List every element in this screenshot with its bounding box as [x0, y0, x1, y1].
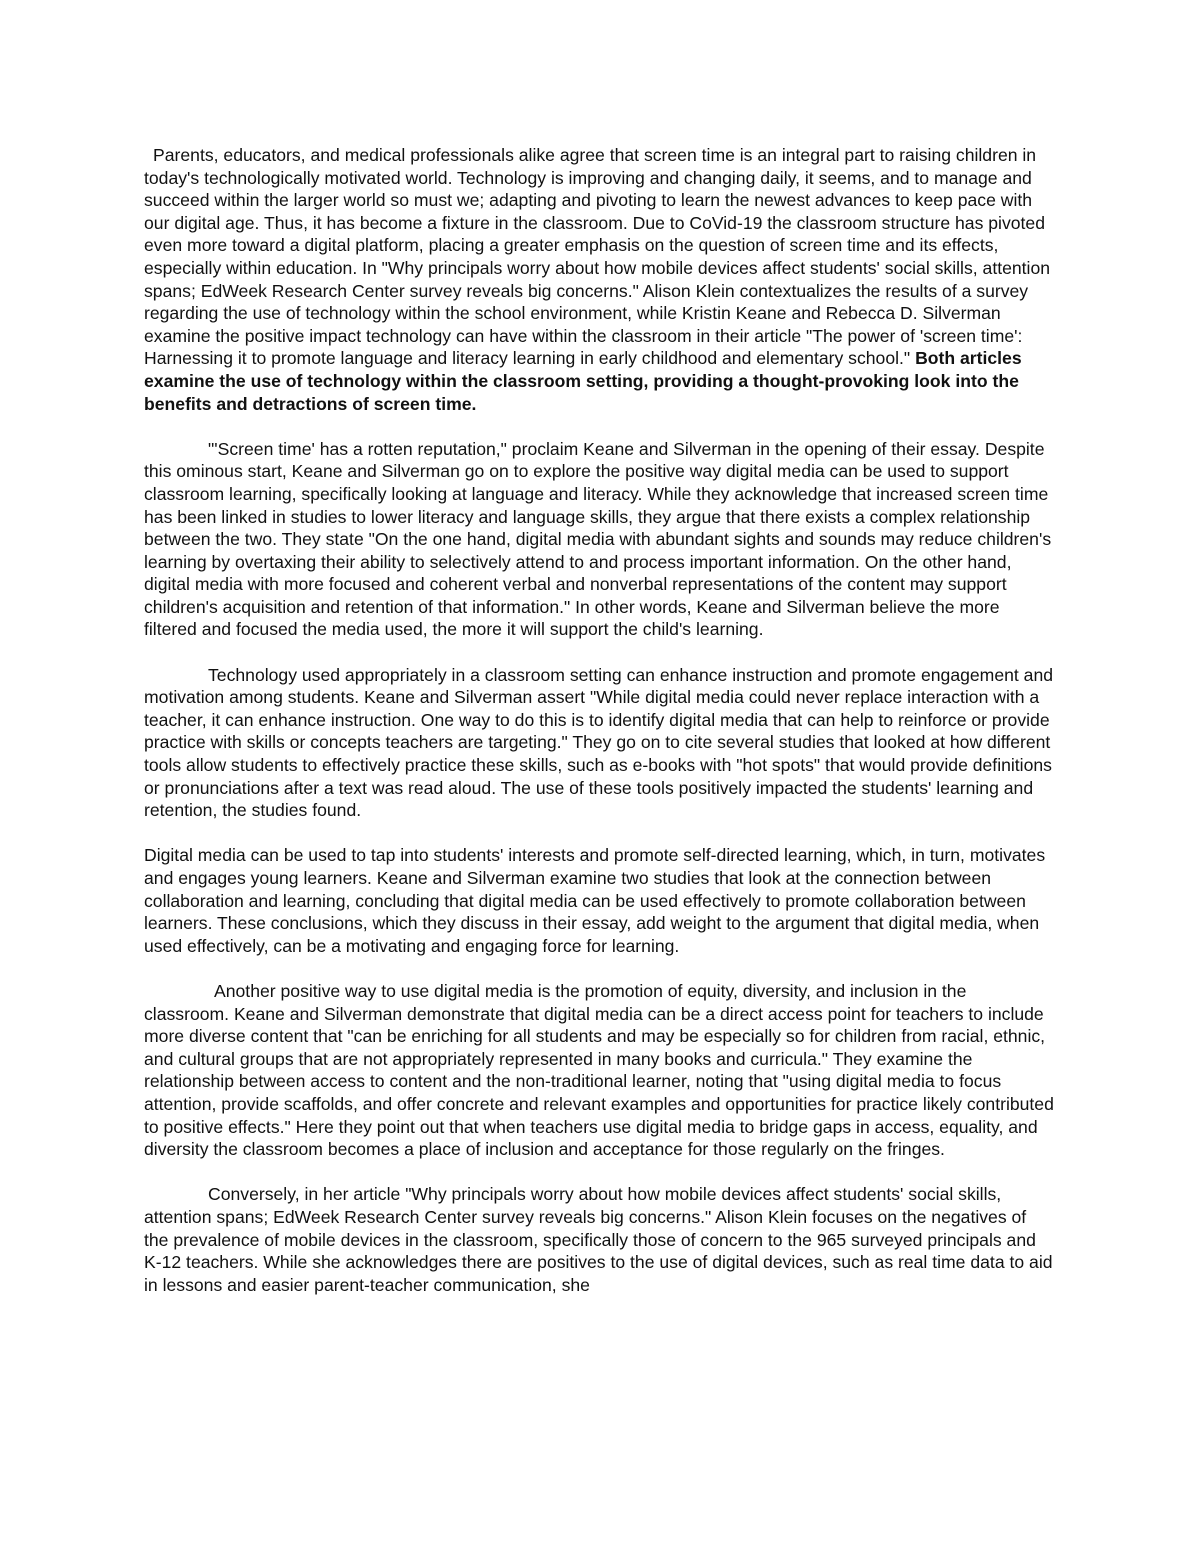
document-page [144, 144, 1054, 1296]
paragraph-intro [144, 144, 1054, 415]
intro-text: Parents, educators, and medical professionals alike agree that screen time is an integral part to raising children in today's technologically motivated world. Technology is improving and changing daily, it seems, and to manage and succeed within the larger world so must we; adapting and pivoting to learn the newest advances to keep pace with our digital age. Thus, it has become a fixture in the classroom. Due to CoVid-19 the classroom structure has pivoted even more toward a digital platform, placing a greater emphasis on the question of screen time and its effects, especially within education. In "Why principals worry about how mobile devices affect students' social skills, attention spans; EdWeek Research Center survey reveals big concerns." Alison Klein contextualizes the results of a survey regarding the use of technology within the school environment, while Kristin Keane and Rebecca D. Silverman examine the positive impact technology can have within the classroom in their article "The power of 'screen time': Harnessing it to promote language and literacy learning in early childhood and elementary school." [144, 145, 1051, 369]
thesis-statement: Both articles examine the use of technology within the classroom setting, providing a thought-provoking look into the benefits and detractions of screen time. [144, 348, 1022, 414]
paragraph-klein-negatives: Conversely, in her article "Why principals worry about how mobile devices affect students' social skills, attention spans; EdWeek Research Center survey reveals big concerns." Alison Klein focuses on the negatives of the prevalence of mobile devices in the classroom, specifically those of concern to the 965 surveyed principals and K-12 teachers. While she acknowledges there are positives to the use of digital devices, such as real time data to aid in lessons and easier parent-teacher communication, she [144, 1184, 1053, 1295]
paragraph-enhance-instruction: Technology used appropriately in a classroom setting can enhance instruction and promote engagement and motivation among students. Keane and Silverman assert "While digital media could never replace interaction with a teacher, it can enhance instruction. One way to do this is to identify digital media that can help to reinforce or provide practice with skills or concepts teachers are targeting." They go on to cite several studies that looked at how different tools allow students to effectively practice these skills, such as e-books with "hot spots" that would provide definitions or pronunciations after a text was read aloud. The use of these tools positively impacted the students' learning and retention, the studies found. [144, 664, 1054, 821]
paragraph-equity-diversity: Another positive way to use digital media is the promotion of equity, diversity, and inclusion in the classroom. Keane and Silverman demonstrate that digital media can be a direct access point for teachers to include more diverse content that "can be enriching for all students and may be especially so for children from racial, ethnic, and cultural groups that are not appropriately represented in many books and curricula." They examine the relationship between access to content and the non-traditional learner, noting that "using digital media to focus attention, provide scaffolds, and offer concrete and relevant examples and opportunities for practice likely contributed to positive effects." Here they point out that when teachers use digital media to bridge gaps in access, equality, and diversity the classroom becomes a place of inclusion and acceptance for those regularly on the fringes. [144, 980, 1054, 1160]
paragraph-screen-time-reputation: "'Screen time' has a rotten reputation," proclaim Keane and Silverman in the opening of their essay. Despite this ominous start, Keane and Silverman go on to explore the positive way digital media can be used to support classroom learning, specifically looking at language and literacy. While they acknowledge that increased screen time has been linked in studies to lower literacy and language skills, they argue that there exists a complex relationship between the two. They state "On the one hand, digital media with abundant sights and sounds may reduce children's learning by overtaxing their ability to selectively attend to and process important information. On the other hand, digital media with more focused and coherent verbal and nonverbal representations of the content may support children's acquisition and retention of that information." In other words, Keane and Silverman believe the more filtered and focused the media used, the more it will support the child's learning. [144, 438, 1052, 640]
paragraph-self-directed-learning: Digital media can be used to tap into students' interests and promote self-directed learning, which, in turn, motivates and engages young learners. Keane and Silverman examine two studies that look at the connection between collaboration and learning, concluding that digital media can be used effectively to promote collaboration between learners. These conclusions, which they discuss in their essay, add weight to the argument that digital media, when used effectively, can be a motivating and engaging force for learning. [144, 845, 1046, 956]
